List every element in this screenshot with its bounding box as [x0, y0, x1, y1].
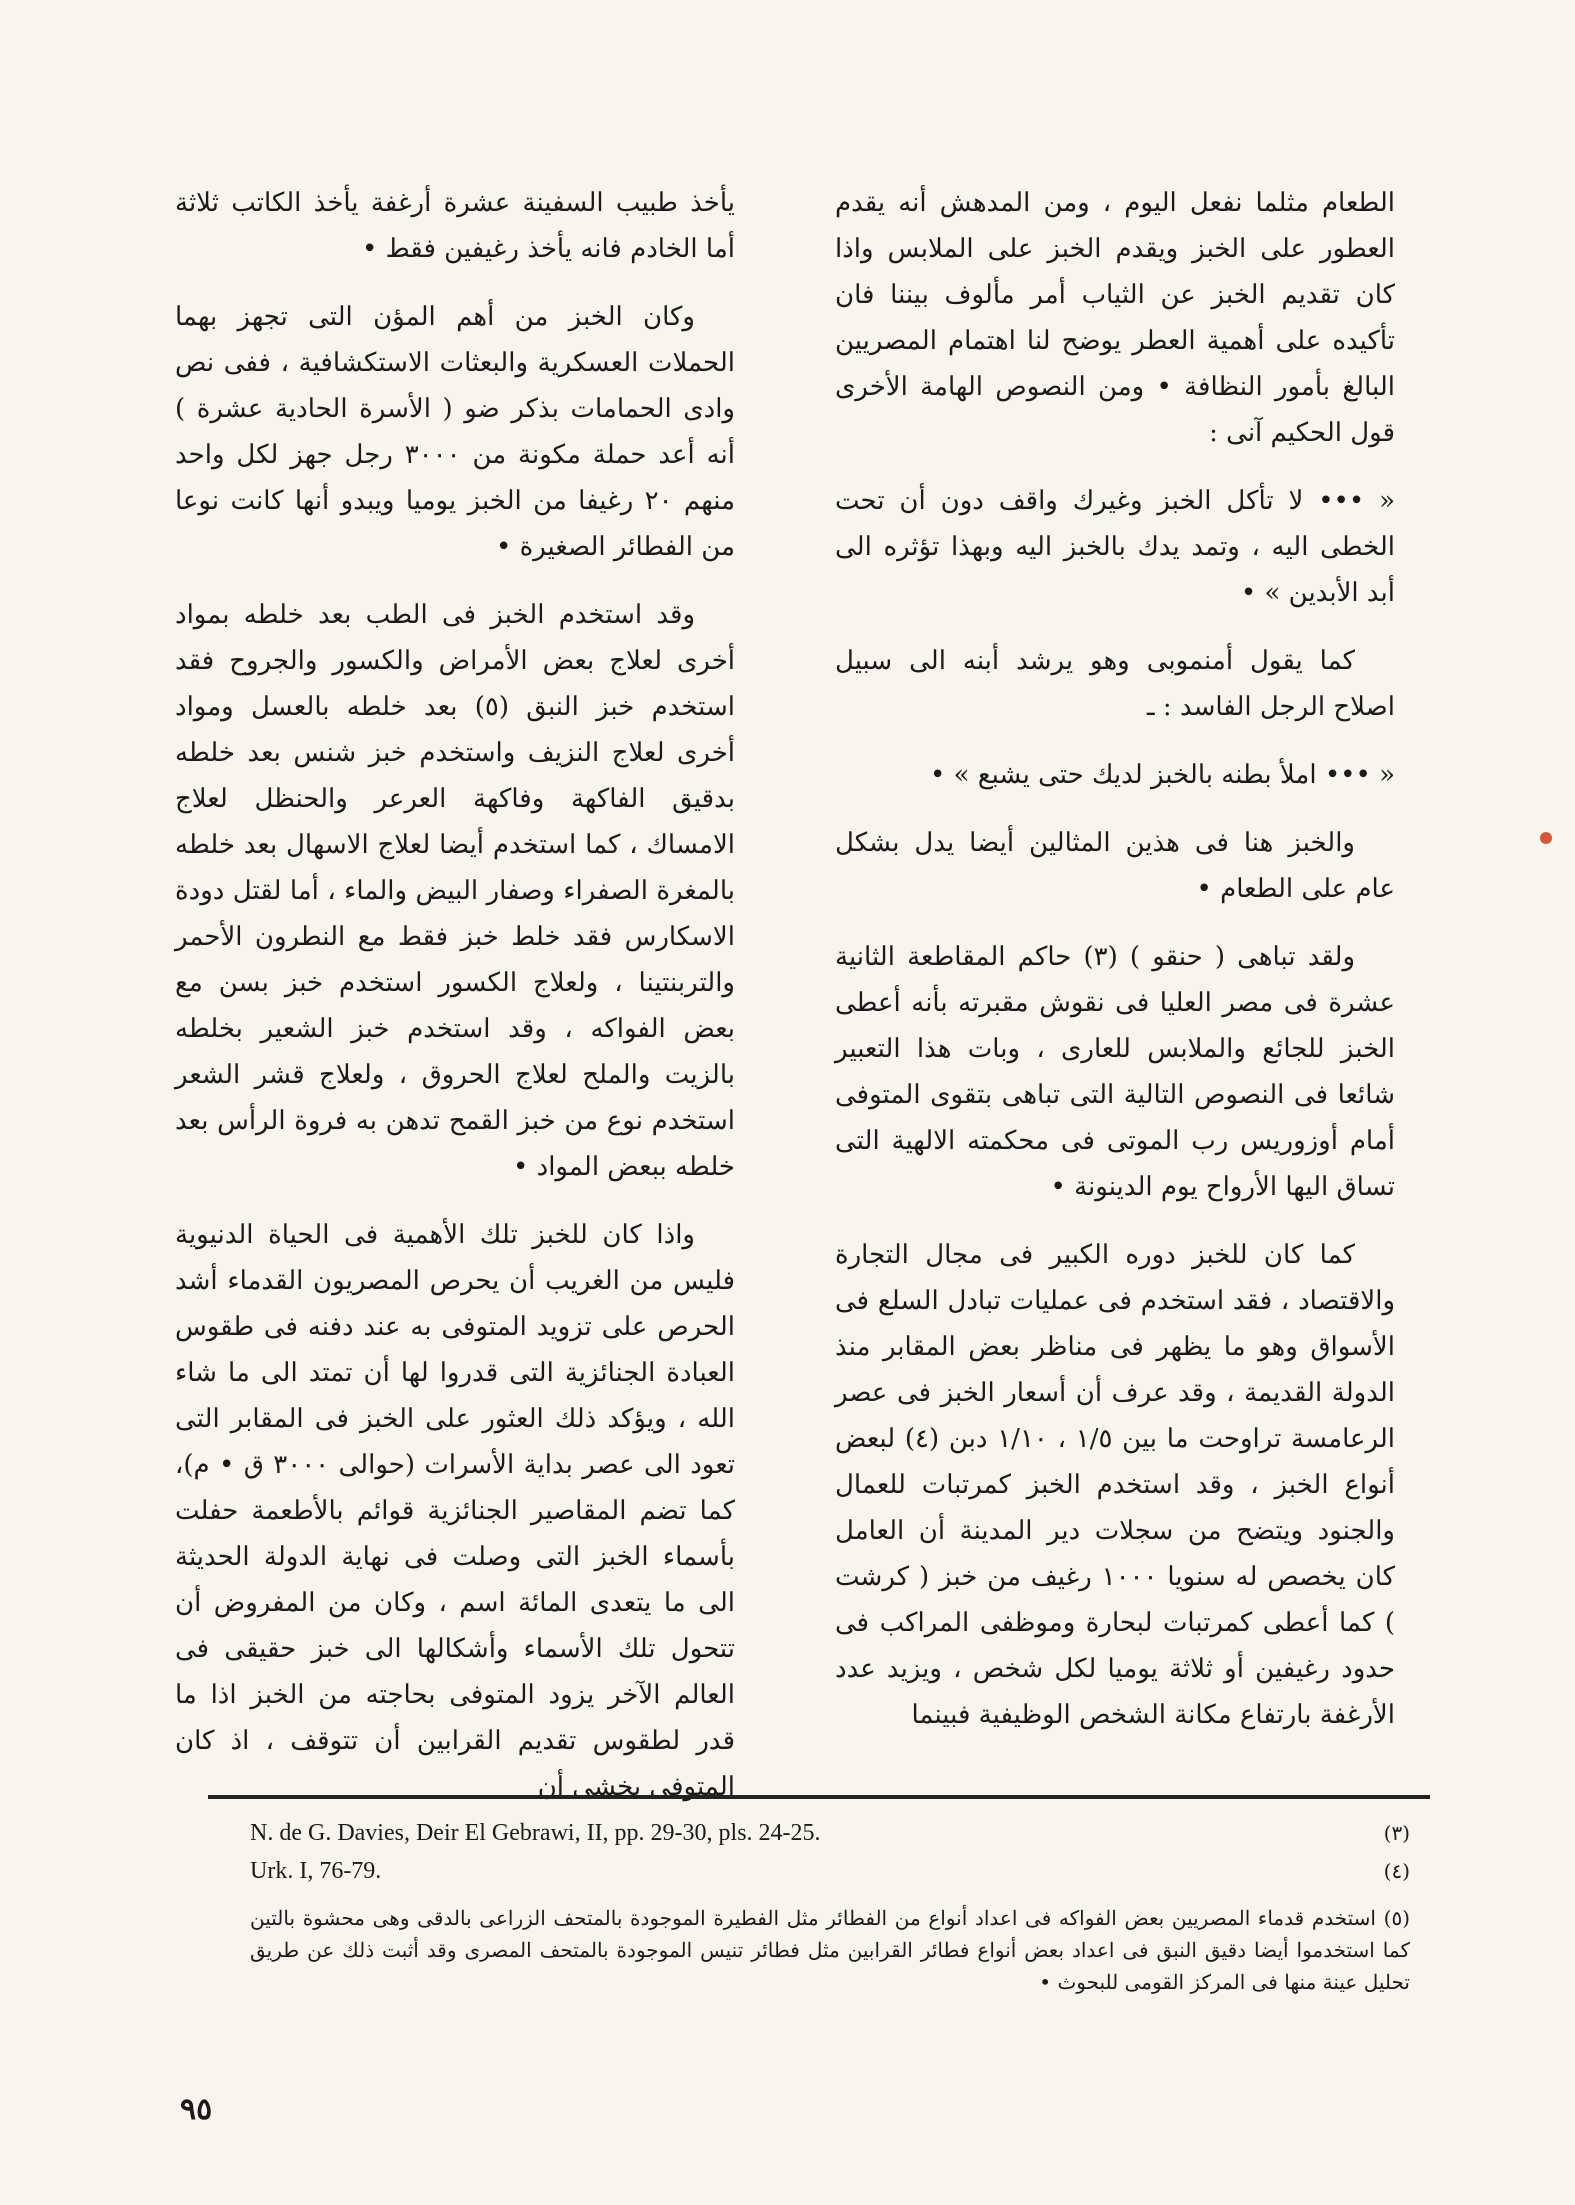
paragraph: يأخذ طبيب السفينة عشرة أرغفة يأخذ الكاتب ثلاثة أما الخادم فانه يأخذ رغيفين فقط •: [175, 188, 735, 264]
paragraph: وقد استخدم الخبز فى الطب بعد خلطه بمواد أخرى لعلاج بعض الأمراض والكسور والجروح فقد استخدم خبز النبق (٥) بعد خلطه بالعسل ومواد أخرى لعلاج النزيف واستخدم خبز شنس بعد خلطه بدقيق الفاكهة وفاكهة العرعر والحنظل لعلاج الامساك ، كما استخدم أيضا لعلاج الاسهال بعد خلطه بالمغرة الصفراء وصفار البيض والماء ، أما لقتل دودة الاسكارس فقد خلط خبز فقط مع النطرون الأحمر والتربنتينا ، ولعلاج الكسور استخدم خبز بسن مع بعض الفواكه ، وقد استخدم خبز الشعير بخلطه بالزيت والملح لعلاج الحروق ، ولعلاج قشر الشعر استخدم نوع من خبز القمح تدهن به فروة الرأس بعد خلطه ببعض المواد •: [175, 600, 735, 1182]
paragraph: والخبز هنا فى هذين المثالين أيضا يدل بشكل عام على الطعام •: [835, 828, 1395, 904]
footnote-3-number: (٣): [1383, 1821, 1410, 1845]
paragraph: كما كان للخبز دوره الكبير فى مجال التجارة والاقتصاد ، فقد استخدم فى عمليات تبادل السلع فى الأسواق وهو ما يظهر فى مناظر بعض المقابر منذ الدولة القديمة ، وقد عرف أن أسعار الخبز فى عصر الرعامسة تراوحت ما بين ١/٥ ، ١/١٠ دبن (٤) لبعض أنواع الخبز ، وقد استخدم الخبز كمرتبات للعمال والجنود ويتضح من سجلات دير المدينة أن العامل كان يخصص له سنويا ١٠٠٠ رغيف من خبز ( كرشت ) كما أعطى كمرتبات لبحارة وموظفى المراكب فى حدود رغيفين أو ثلاثة يوميا لكل شخص ، ويزيد عدد الأرغفة بارتفاع مكانة الشخص الوظيفية فبينما: [835, 1240, 1396, 1730]
paragraph: كما يقول أمنموبى وهو يرشد أبنه الى سبيل اصلاح الرجل الفاسد : ـ: [835, 646, 1395, 722]
footnotes: [250, 1818, 1410, 1998]
footnote-4-number: (٤): [1383, 1859, 1410, 1883]
footnote-4: [250, 1856, 1410, 1886]
ink-mark: [1540, 832, 1552, 844]
page-number: ٩٥: [180, 2092, 213, 2127]
quote-paragraph: « ••• املأ بطنه بالخبز لديك حتى يشبع » •: [929, 760, 1395, 790]
right-column: [835, 180, 1395, 1760]
quote-paragraph: « ••• لا تأكل الخبز وغيرك واقف دون أن تحت الخطى اليه ، وتمد يدك بالخبز اليه وبهذا تؤثره الى أبد الأبدين » •: [835, 486, 1395, 608]
left-column: [175, 180, 735, 1832]
footnote-3-reference: N. de G. Davies, Deir El Gebrawi, II, pp. 29-30, pls. 24-25.: [250, 1820, 821, 1846]
paragraph: الطعام مثلما نفعل اليوم ، ومن المدهش أنه يقدم العطور على الخبز ويقدم الخبز على الملابس واذا كان تقديم الخبز عن الثياب أمر مألوف بيننا فان تأكيده على أهمية العطر يوضح لنا اهتمام المصريين البالغ بأمور النظافة • ومن النصوص الهامة الأخرى قول الحكيم آنى :: [835, 188, 1395, 448]
footnote-4-reference: Urk. I, 76-79.: [250, 1858, 382, 1884]
paragraph: ولقد تباهى ( حنقو ) (٣) حاكم المقاطعة الثانية عشرة فى مصر العليا فى نقوش مقبرته بأنه أعطى الخبز للجائع والملابس للعارى ، وبات هذا التعبير شائعا فى النصوص التالية التى تباهى بتقوى المتوفى أمام أوزوريس رب الموتى فى محكمته الالهية التى تساق اليها الأرواح يوم الدينونة •: [835, 942, 1395, 1202]
paragraph: وكان الخبز من أهم المؤن التى تجهز بهما الحملات العسكرية والبعثات الاستكشافية ، ففى نص وادى الحمامات بذكر ضو ( الأسرة الحادية عشرة ) أنه أعد حملة مكونة من ٣٠٠٠ رجل جهز لكل واحد منهم ٢٠ رغيفا من الخبز يوميا ويبدو أنها كانت نوعا من الفطائر الصغيرة •: [175, 302, 735, 562]
footnote-rule: [208, 1795, 1430, 1799]
footnote-5: (٥) استخدم قدماء المصريين بعض الفواكه فى اعداد أنواع من الفطائر مثل الفطيرة الموجودة بالمتحف الزراعى بالدقى وهى محشوة بالتين كما استخدموا أيضا دقيق النبق فى اعداد بعض أنواع فطائر القرابين مثل فطائر تنيس الموجودة بالمتحف المصرى وقد أثبت ذلك عن طريق تحليل عينة منها فى المركز القومى للبحوث •: [250, 1906, 1410, 1994]
paragraph: واذا كان للخبز تلك الأهمية فى الحياة الدنيوية فليس من الغريب أن يحرص المصريون القدماء أشد الحرص على تزويد المتوفى به عند دفنه فى طقوس العبادة الجنائزية التى قدروا لها أن تمتد الى ما شاء الله ، ويؤكد ذلك العثور على الخبز فى المقابر التى تعود الى عصر بداية الأسرات (حوالى ٣٠٠٠ ق • م)، كما تضم المقاصير الجنائزية قوائم بالأطعمة حفلت بأسماء الخبز التى وصلت فى نهاية الدولة الحديثة الى ما يتعدى المائة اسم ، وكان من المفروض أن تتحول تلك الأسماء وأشكالها الى خبز حقيقى فى العالم الآخر يزود المتوفى بحاجته من الخبز اذا ما قدر لطقوس تقديم القرابين أن تتوقف ، اذ كان المتوفى يخشى أن: [175, 1220, 736, 1802]
footnote-3: [250, 1818, 1410, 1848]
